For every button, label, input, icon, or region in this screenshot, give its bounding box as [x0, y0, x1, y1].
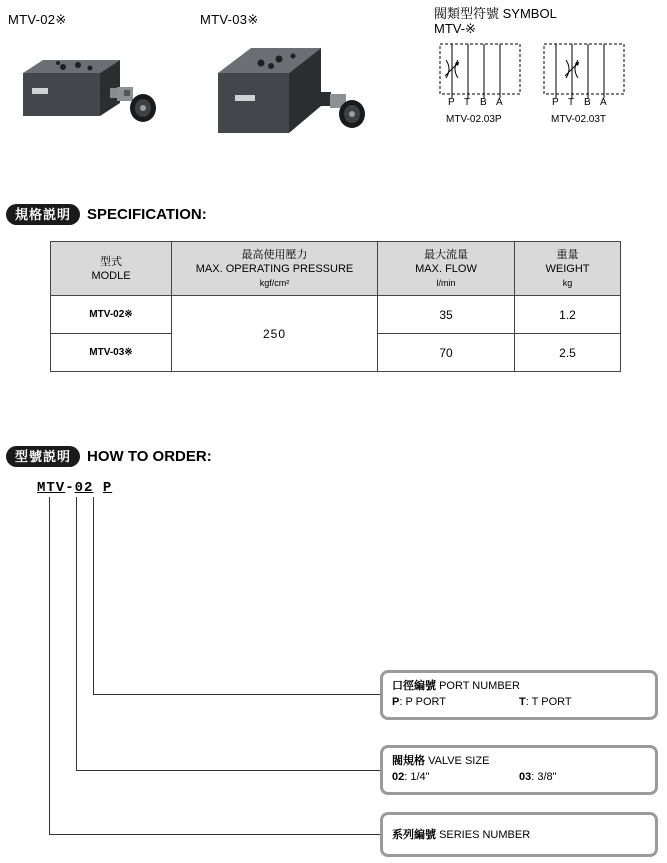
order-code-series: MTV: [37, 480, 66, 496]
port-number-title-en: PORT NUMBER: [439, 680, 520, 692]
port-option-p: [392, 695, 446, 709]
spec-header-weight-unit: kg: [562, 277, 573, 288]
symbol-subtitle: MTV-※: [434, 21, 476, 36]
symbol-t-port-t: T: [568, 97, 575, 108]
spec-header-weight-en: WEIGHT: [545, 262, 590, 275]
series-number-title-en: SERIES NUMBER: [439, 829, 531, 841]
spec-table: [50, 241, 621, 372]
spec-row-flow: 35: [378, 296, 515, 334]
port-option-p-text: P PORT: [405, 696, 447, 708]
valve-size-title-zh: 閥規格: [392, 755, 425, 767]
valve-size-options: [392, 770, 646, 784]
spec-header-model: [51, 242, 172, 296]
spec-header-weight: [515, 242, 621, 296]
port-number-title: [392, 679, 646, 693]
product-label-mtv03: MTV-03※: [200, 12, 259, 27]
order-badge: 型號説明: [6, 446, 80, 467]
port-option-t: [519, 695, 572, 709]
symbol-p-port-b: B: [480, 97, 487, 108]
size-option-02-code: 02: [392, 771, 405, 783]
size-option-02: [392, 770, 430, 784]
valve-mtv03-image: [213, 38, 368, 143]
port-connector-vertical: [93, 497, 94, 695]
symbol-t-port-b: B: [584, 97, 591, 108]
port-option-t-text: T PORT: [531, 696, 572, 708]
spec-row-model: MTV-03※: [51, 334, 172, 372]
spec-header-row: [51, 242, 621, 296]
series-number-title-zh: 系列編號: [392, 829, 436, 841]
order-code-size: 02: [74, 480, 94, 496]
spec-header-flow-en: MAX. FLOW: [415, 262, 477, 275]
product-label-mtv02: MTV-02※: [8, 12, 67, 27]
series-connector-vertical: [49, 497, 50, 835]
port-option-p-code: P: [392, 696, 400, 708]
port-number-box: [380, 670, 658, 720]
spec-pressure-value: 250: [172, 296, 378, 372]
port-option-p-sep: :: [399, 696, 403, 708]
spec-badge: 規格説明: [6, 204, 80, 225]
spec-row-weight: 2.5: [515, 334, 621, 372]
spec-row-model: MTV-02※: [51, 296, 172, 334]
port-option-t-sep: :: [525, 696, 529, 708]
spec-title: SPECIFICATION:: [87, 206, 207, 223]
valve-mtv02-image: [18, 38, 158, 138]
spec-row-weight: 1.2: [515, 296, 621, 334]
size-option-02-text: 1/4": [410, 771, 430, 783]
symbol-t-port-p: P: [552, 97, 559, 108]
valve-size-box: [380, 745, 658, 795]
order-code-port: P: [102, 480, 113, 496]
series-connector-horizontal: [49, 834, 382, 835]
size-connector-vertical: [76, 497, 77, 771]
size-connector-horizontal: [76, 770, 382, 771]
port-number-title-zh: 口徑編號: [392, 680, 436, 692]
spec-header-flow-unit: l/min: [436, 277, 456, 288]
valve-size-title-en: VALVE SIZE: [428, 755, 490, 767]
valve-size-title: [392, 754, 646, 768]
series-number-title: [392, 828, 646, 842]
symbol-title: 閥類型符號 SYMBOL: [434, 6, 557, 21]
spec-header-pressure-en: MAX. OPERATING PRESSURE: [195, 262, 354, 275]
spec-row-flow: 70: [378, 334, 515, 372]
size-option-03-code: 03: [519, 771, 532, 783]
symbol-p-port-a: A: [496, 97, 503, 108]
size-option-03-text: 3/8": [537, 771, 557, 783]
symbol-p-port-p: P: [448, 97, 455, 108]
order-code-dash: -: [65, 480, 75, 496]
size-option-03-sep: :: [531, 771, 535, 783]
order-title: HOW TO ORDER:: [87, 448, 212, 465]
spec-header-flow: [378, 242, 515, 296]
spec-row: [51, 296, 621, 334]
spec-header-model-zh: 型式: [100, 255, 122, 268]
symbol-p-port-t: T: [464, 97, 471, 108]
size-option-03: [519, 770, 557, 784]
spec-header-pressure: [172, 242, 378, 296]
spec-header-pressure-zh: 最高使用壓力: [241, 248, 308, 261]
series-number-box: [380, 812, 658, 857]
spec-header-model-en: MODLE: [91, 269, 131, 282]
symbol-t-port-a: A: [600, 97, 607, 108]
port-number-options: [392, 695, 646, 709]
symbol-p-caption: MTV-02.03P: [446, 114, 502, 125]
symbol-t-caption: MTV-02.03T: [551, 114, 607, 125]
port-connector-horizontal: [93, 694, 382, 695]
order-code: [37, 480, 112, 496]
size-option-02-sep: :: [404, 771, 408, 783]
port-option-t-code: T: [519, 696, 526, 708]
spec-header-flow-zh: 最大流量: [424, 248, 468, 261]
spec-header-pressure-unit: kgf/cm²: [259, 277, 290, 288]
spec-header-weight-zh: 重量: [556, 248, 579, 261]
